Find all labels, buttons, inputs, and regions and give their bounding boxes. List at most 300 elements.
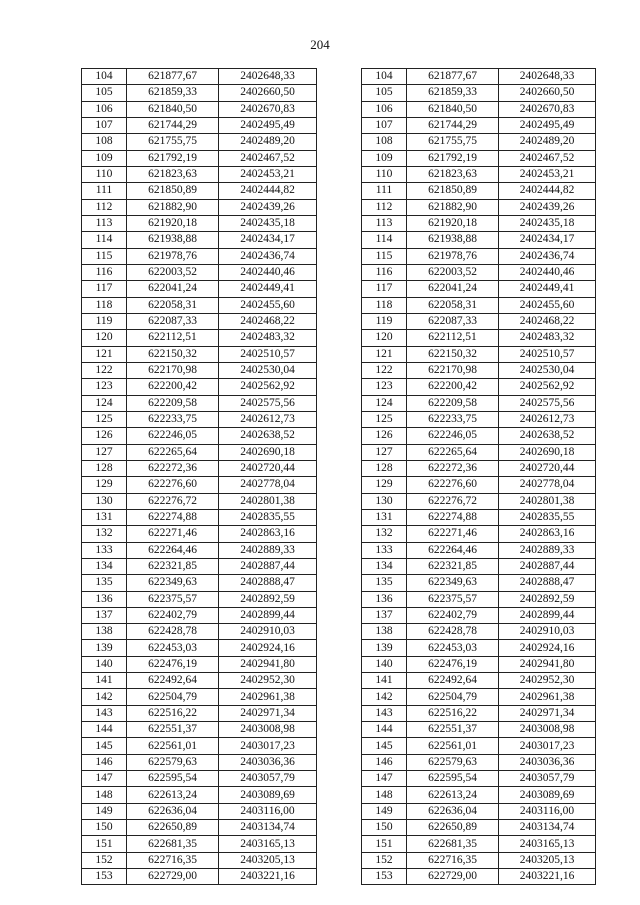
right-x-coordinate-cell: 622349,63 [407,575,499,591]
left-x-coordinate-cell: 621792,19 [127,150,219,166]
left-point-number-cell: 106 [82,101,127,117]
left-y-coordinate-cell: 2402612,73 [219,411,317,427]
right-x-coordinate-cell: 622402,79 [407,607,499,623]
right-x-coordinate-cell: 622150,32 [407,346,499,362]
right-y-coordinate-cell: 2402952,30 [499,673,596,689]
right-point-number-cell: 139 [362,640,407,656]
column-gap [317,575,362,591]
table-row [82,395,596,411]
right-y-coordinate-cell: 2402510,57 [499,346,596,362]
column-gap [317,395,362,411]
column-gap [317,607,362,623]
right-y-coordinate-cell: 2402801,38 [499,493,596,509]
left-y-coordinate-cell: 2402638,52 [219,428,317,444]
right-x-coordinate-cell: 622681,35 [407,836,499,852]
right-point-number-cell: 128 [362,460,407,476]
right-x-coordinate-cell: 622170,98 [407,362,499,378]
left-point-number-cell: 150 [82,820,127,836]
column-gap [317,346,362,362]
left-point-number-cell: 122 [82,362,127,378]
left-point-number-cell: 137 [82,607,127,623]
left-x-coordinate-cell: 621850,89 [127,183,219,199]
right-y-coordinate-cell: 2402453,21 [499,166,596,182]
right-x-coordinate-cell: 622233,75 [407,411,499,427]
right-x-coordinate-cell: 622246,05 [407,428,499,444]
column-gap [317,199,362,215]
left-point-number-cell: 147 [82,771,127,787]
table-row [82,852,596,868]
right-x-coordinate-cell: 622112,51 [407,330,499,346]
right-point-number-cell: 141 [362,673,407,689]
right-x-coordinate-cell: 622551,37 [407,722,499,738]
left-point-number-cell: 118 [82,297,127,313]
table-row [82,346,596,362]
table-row [82,379,596,395]
right-y-coordinate-cell: 2402444,82 [499,183,596,199]
left-x-coordinate-cell: 621755,75 [127,134,219,150]
column-gap [317,166,362,182]
right-y-coordinate-cell: 2402440,46 [499,264,596,280]
column-gap [317,722,362,738]
column-gap [317,558,362,574]
table-row [82,575,596,591]
right-point-number-cell: 113 [362,215,407,231]
left-point-number-cell: 148 [82,787,127,803]
right-x-coordinate-cell: 622516,22 [407,705,499,721]
right-x-coordinate-cell: 621850,89 [407,183,499,199]
table-row [82,183,596,199]
right-y-coordinate-cell: 2402562,92 [499,379,596,395]
left-y-coordinate-cell: 2402439,26 [219,199,317,215]
right-y-coordinate-cell: 2403134,74 [499,820,596,836]
right-x-coordinate-cell: 621978,76 [407,248,499,264]
table-row [82,281,596,297]
column-gap [317,624,362,640]
left-point-number-cell: 146 [82,754,127,770]
table-row [82,166,596,182]
right-x-coordinate-cell: 622504,79 [407,689,499,705]
column-gap [317,836,362,852]
left-point-number-cell: 134 [82,558,127,574]
left-x-coordinate-cell: 622561,01 [127,738,219,754]
column-gap [317,362,362,378]
right-y-coordinate-cell: 2402638,52 [499,428,596,444]
column-gap [317,493,362,509]
left-x-coordinate-cell: 622650,89 [127,820,219,836]
column-gap [317,509,362,525]
column-gap [317,705,362,721]
left-point-number-cell: 113 [82,215,127,231]
left-x-coordinate-cell: 622681,35 [127,836,219,852]
left-y-coordinate-cell: 2403008,98 [219,722,317,738]
left-x-coordinate-cell: 622321,85 [127,558,219,574]
right-point-number-cell: 116 [362,264,407,280]
column-gap [317,313,362,329]
right-point-number-cell: 110 [362,166,407,182]
left-y-coordinate-cell: 2402489,20 [219,134,317,150]
right-y-coordinate-cell: 2403008,98 [499,722,596,738]
column-gap [317,183,362,199]
column-gap [317,803,362,819]
column-gap [317,215,362,231]
right-y-coordinate-cell: 2402530,04 [499,362,596,378]
left-x-coordinate-cell: 622233,75 [127,411,219,427]
left-y-coordinate-cell: 2402899,44 [219,607,317,623]
table-row [82,689,596,705]
table-row [82,705,596,721]
left-point-number-cell: 145 [82,738,127,754]
table-row [82,591,596,607]
right-point-number-cell: 125 [362,411,407,427]
right-point-number-cell: 105 [362,85,407,101]
left-point-number-cell: 132 [82,526,127,542]
left-x-coordinate-cell: 621920,18 [127,215,219,231]
right-x-coordinate-cell: 622271,46 [407,526,499,542]
column-gap [317,134,362,150]
right-y-coordinate-cell: 2402483,32 [499,330,596,346]
right-point-number-cell: 111 [362,183,407,199]
right-point-number-cell: 146 [362,754,407,770]
right-y-coordinate-cell: 2403205,13 [499,852,596,868]
right-point-number-cell: 142 [362,689,407,705]
left-x-coordinate-cell: 622200,42 [127,379,219,395]
right-point-number-cell: 115 [362,248,407,264]
column-gap [317,264,362,280]
right-x-coordinate-cell: 621840,50 [407,101,499,117]
left-point-number-cell: 128 [82,460,127,476]
left-point-number-cell: 140 [82,656,127,672]
left-y-coordinate-cell: 2402941,80 [219,656,317,672]
left-point-number-cell: 153 [82,869,127,885]
left-y-coordinate-cell: 2402887,44 [219,558,317,574]
table-row [82,150,596,166]
right-x-coordinate-cell: 622041,24 [407,281,499,297]
right-y-coordinate-cell: 2403165,13 [499,836,596,852]
left-y-coordinate-cell: 2402961,38 [219,689,317,705]
left-y-coordinate-cell: 2402434,17 [219,232,317,248]
left-y-coordinate-cell: 2402468,22 [219,313,317,329]
column-gap [317,656,362,672]
right-y-coordinate-cell: 2402888,47 [499,575,596,591]
left-y-coordinate-cell: 2402863,16 [219,526,317,542]
left-x-coordinate-cell: 621859,33 [127,85,219,101]
column-gap [317,248,362,264]
right-x-coordinate-cell: 621882,90 [407,199,499,215]
right-point-number-cell: 152 [362,852,407,868]
column-gap [317,640,362,656]
right-y-coordinate-cell: 2402468,22 [499,313,596,329]
left-point-number-cell: 114 [82,232,127,248]
left-point-number-cell: 115 [82,248,127,264]
right-point-number-cell: 126 [362,428,407,444]
left-x-coordinate-cell: 622636,04 [127,803,219,819]
right-x-coordinate-cell: 621823,63 [407,166,499,182]
column-gap [317,820,362,836]
coordinates-table-body [82,69,596,885]
left-y-coordinate-cell: 2403116,00 [219,803,317,819]
right-x-coordinate-cell: 622209,58 [407,395,499,411]
column-gap [317,754,362,770]
left-y-coordinate-cell: 2402483,32 [219,330,317,346]
table-row [82,542,596,558]
left-y-coordinate-cell: 2402690,18 [219,444,317,460]
right-y-coordinate-cell: 2402455,60 [499,297,596,313]
right-x-coordinate-cell: 621859,33 [407,85,499,101]
table-row [82,101,596,117]
left-x-coordinate-cell: 621744,29 [127,117,219,133]
left-x-coordinate-cell: 622003,52 [127,264,219,280]
left-x-coordinate-cell: 622274,88 [127,509,219,525]
column-gap [317,787,362,803]
right-point-number-cell: 136 [362,591,407,607]
left-y-coordinate-cell: 2402892,59 [219,591,317,607]
left-y-coordinate-cell: 2402660,50 [219,85,317,101]
table-row [82,869,596,885]
column-gap [317,460,362,476]
column-gap [317,428,362,444]
right-y-coordinate-cell: 2402863,16 [499,526,596,542]
right-y-coordinate-cell: 2403036,36 [499,754,596,770]
right-y-coordinate-cell: 2403089,69 [499,787,596,803]
right-y-coordinate-cell: 2402612,73 [499,411,596,427]
left-y-coordinate-cell: 2402453,21 [219,166,317,182]
left-point-number-cell: 133 [82,542,127,558]
right-point-number-cell: 124 [362,395,407,411]
left-y-coordinate-cell: 2402670,83 [219,101,317,117]
left-y-coordinate-cell: 2402444,82 [219,183,317,199]
right-y-coordinate-cell: 2402910,03 [499,624,596,640]
right-x-coordinate-cell: 622272,36 [407,460,499,476]
left-x-coordinate-cell: 622265,64 [127,444,219,460]
right-x-coordinate-cell: 622561,01 [407,738,499,754]
right-y-coordinate-cell: 2402575,56 [499,395,596,411]
left-x-coordinate-cell: 621823,63 [127,166,219,182]
right-x-coordinate-cell: 622276,72 [407,493,499,509]
right-y-coordinate-cell: 2402660,50 [499,85,596,101]
right-point-number-cell: 106 [362,101,407,117]
column-gap [317,117,362,133]
right-point-number-cell: 121 [362,346,407,362]
table-row [82,362,596,378]
right-x-coordinate-cell: 622428,78 [407,624,499,640]
right-x-coordinate-cell: 622276,60 [407,477,499,493]
left-x-coordinate-cell: 622716,35 [127,852,219,868]
right-point-number-cell: 140 [362,656,407,672]
table-row [82,722,596,738]
right-point-number-cell: 151 [362,836,407,852]
right-point-number-cell: 137 [362,607,407,623]
left-point-number-cell: 107 [82,117,127,133]
right-x-coordinate-cell: 622058,31 [407,297,499,313]
left-point-number-cell: 131 [82,509,127,525]
right-point-number-cell: 112 [362,199,407,215]
right-x-coordinate-cell: 622492,64 [407,673,499,689]
right-x-coordinate-cell: 622476,19 [407,656,499,672]
right-point-number-cell: 129 [362,477,407,493]
left-y-coordinate-cell: 2403036,36 [219,754,317,770]
right-x-coordinate-cell: 622716,35 [407,852,499,868]
left-x-coordinate-cell: 622349,63 [127,575,219,591]
table-row [82,656,596,672]
right-point-number-cell: 127 [362,444,407,460]
left-x-coordinate-cell: 622729,00 [127,869,219,885]
left-y-coordinate-cell: 2402888,47 [219,575,317,591]
table-row [82,69,596,85]
right-point-number-cell: 153 [362,869,407,885]
right-point-number-cell: 149 [362,803,407,819]
left-x-coordinate-cell: 622579,63 [127,754,219,770]
table-row [82,558,596,574]
right-x-coordinate-cell: 622636,04 [407,803,499,819]
right-point-number-cell: 104 [362,69,407,85]
column-gap [317,85,362,101]
right-x-coordinate-cell: 621920,18 [407,215,499,231]
left-point-number-cell: 143 [82,705,127,721]
right-point-number-cell: 135 [362,575,407,591]
left-x-coordinate-cell: 622492,64 [127,673,219,689]
left-point-number-cell: 136 [82,591,127,607]
table-row [82,248,596,264]
left-y-coordinate-cell: 2402510,57 [219,346,317,362]
left-y-coordinate-cell: 2403205,13 [219,852,317,868]
column-gap [317,526,362,542]
left-x-coordinate-cell: 622428,78 [127,624,219,640]
left-y-coordinate-cell: 2403017,23 [219,738,317,754]
table-row [82,411,596,427]
right-point-number-cell: 130 [362,493,407,509]
left-y-coordinate-cell: 2402889,33 [219,542,317,558]
right-point-number-cell: 144 [362,722,407,738]
left-y-coordinate-cell: 2402467,52 [219,150,317,166]
left-point-number-cell: 149 [82,803,127,819]
right-y-coordinate-cell: 2402449,41 [499,281,596,297]
right-x-coordinate-cell: 622375,57 [407,591,499,607]
right-point-number-cell: 133 [362,542,407,558]
right-x-coordinate-cell: 621792,19 [407,150,499,166]
right-x-coordinate-cell: 621755,75 [407,134,499,150]
right-x-coordinate-cell: 622613,24 [407,787,499,803]
column-gap [317,232,362,248]
left-y-coordinate-cell: 2402495,49 [219,117,317,133]
left-point-number-cell: 108 [82,134,127,150]
right-x-coordinate-cell: 622003,52 [407,264,499,280]
left-y-coordinate-cell: 2402720,44 [219,460,317,476]
column-gap [317,101,362,117]
right-y-coordinate-cell: 2403017,23 [499,738,596,754]
coordinates-table [81,68,596,885]
right-point-number-cell: 143 [362,705,407,721]
left-point-number-cell: 123 [82,379,127,395]
left-point-number-cell: 141 [82,673,127,689]
left-x-coordinate-cell: 622276,72 [127,493,219,509]
left-point-number-cell: 104 [82,69,127,85]
right-y-coordinate-cell: 2402439,26 [499,199,596,215]
right-point-number-cell: 107 [362,117,407,133]
table-row [82,313,596,329]
table-row [82,264,596,280]
right-y-coordinate-cell: 2402892,59 [499,591,596,607]
left-point-number-cell: 111 [82,183,127,199]
table-row [82,330,596,346]
left-point-number-cell: 125 [82,411,127,427]
table-row [82,460,596,476]
left-y-coordinate-cell: 2402575,56 [219,395,317,411]
left-point-number-cell: 109 [82,150,127,166]
right-x-coordinate-cell: 622200,42 [407,379,499,395]
left-y-coordinate-cell: 2402952,30 [219,673,317,689]
right-x-coordinate-cell: 622595,54 [407,771,499,787]
column-gap [317,477,362,493]
table-row [82,493,596,509]
table-row [82,117,596,133]
left-x-coordinate-cell: 622504,79 [127,689,219,705]
table-row [82,477,596,493]
right-y-coordinate-cell: 2403057,79 [499,771,596,787]
page-number: 204 [310,37,330,52]
right-point-number-cell: 117 [362,281,407,297]
right-x-coordinate-cell: 622265,64 [407,444,499,460]
table-row [82,509,596,525]
right-point-number-cell: 131 [362,509,407,525]
left-point-number-cell: 142 [82,689,127,705]
right-y-coordinate-cell: 2402467,52 [499,150,596,166]
left-point-number-cell: 117 [82,281,127,297]
right-y-coordinate-cell: 2402961,38 [499,689,596,705]
column-gap [317,542,362,558]
right-x-coordinate-cell: 622650,89 [407,820,499,836]
left-x-coordinate-cell: 622150,32 [127,346,219,362]
left-point-number-cell: 129 [82,477,127,493]
right-x-coordinate-cell: 621744,29 [407,117,499,133]
left-point-number-cell: 130 [82,493,127,509]
right-y-coordinate-cell: 2402720,44 [499,460,596,476]
right-y-coordinate-cell: 2402495,49 [499,117,596,133]
column-gap [317,591,362,607]
table-row [82,232,596,248]
table-row [82,85,596,101]
left-x-coordinate-cell: 622453,03 [127,640,219,656]
left-x-coordinate-cell: 622112,51 [127,330,219,346]
left-point-number-cell: 110 [82,166,127,182]
right-y-coordinate-cell: 2402648,33 [499,69,596,85]
table-row [82,803,596,819]
left-point-number-cell: 124 [82,395,127,411]
left-point-number-cell: 112 [82,199,127,215]
left-y-coordinate-cell: 2402801,38 [219,493,317,509]
right-x-coordinate-cell: 622321,85 [407,558,499,574]
table-row [82,134,596,150]
right-y-coordinate-cell: 2402889,33 [499,542,596,558]
left-x-coordinate-cell: 622058,31 [127,297,219,313]
left-x-coordinate-cell: 622476,19 [127,656,219,672]
left-x-coordinate-cell: 622613,24 [127,787,219,803]
left-point-number-cell: 121 [82,346,127,362]
right-y-coordinate-cell: 2402887,44 [499,558,596,574]
right-y-coordinate-cell: 2402941,80 [499,656,596,672]
left-y-coordinate-cell: 2402530,04 [219,362,317,378]
left-x-coordinate-cell: 622551,37 [127,722,219,738]
right-point-number-cell: 114 [362,232,407,248]
table-row [82,199,596,215]
left-x-coordinate-cell: 622170,98 [127,362,219,378]
left-x-coordinate-cell: 622402,79 [127,607,219,623]
left-y-coordinate-cell: 2402455,60 [219,297,317,313]
left-y-coordinate-cell: 2402435,18 [219,215,317,231]
table-row [82,787,596,803]
column-gap [317,297,362,313]
left-point-number-cell: 138 [82,624,127,640]
column-gap [317,689,362,705]
